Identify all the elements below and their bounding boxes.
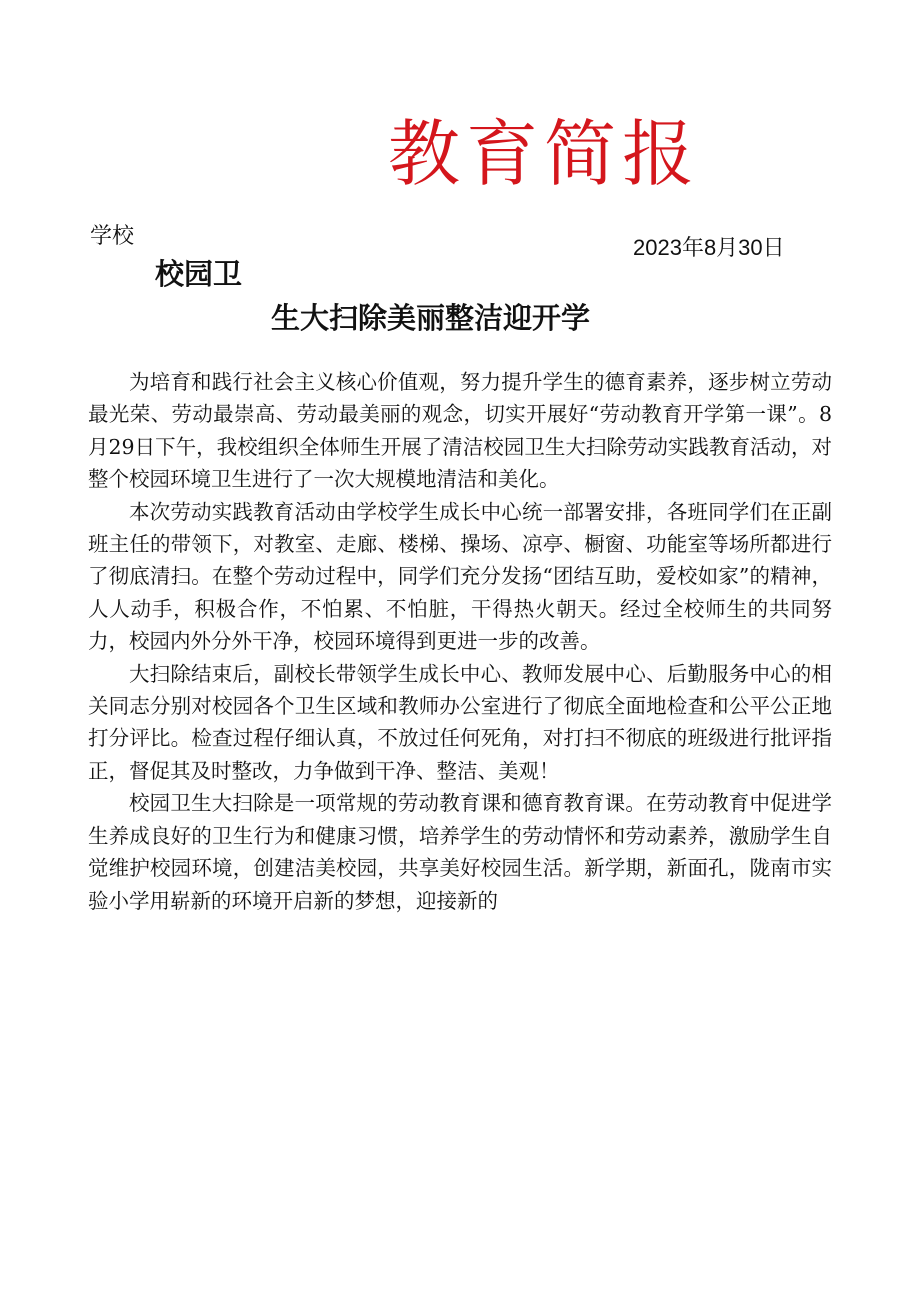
article-paragraph: 本次劳动实践教育活动由学校学生成长中心统一部署安排，各班同学们在正副班主任的带领下，对教室、走廊、楼梯、操场、凉亭、橱窗、功能室等场所都进行了彻底清扫。在整个劳动过程中，同学们充分发扬“团结互助，爱校如家”的精神，人人动手，积极合作，不怕累、不怕脏，干得热火朝天。经过全校师生的共同努力，校园内外分外干净，校园环境得到更进一步的改善。 bbox=[88, 499, 832, 654]
masthead-title: 教育简报 bbox=[388, 112, 701, 196]
article-body bbox=[88, 366, 832, 917]
issue-date: 2023年8月30日 bbox=[633, 235, 785, 260]
article-paragraph: 为培育和践行社会主义核心价值观，努力提升学生的德育素养，逐步树立劳动最光荣、劳动最崇高、劳动最美丽的观念，切实开展好“劳动教育开学第一课”。8月29日下午，我校组织全体师生开展了清洁校园卫生大扫除劳动实践教育活动，对整个校园环境卫生进行了一次大规模地清洁和美化。 bbox=[88, 370, 832, 492]
school-label: 学校 bbox=[90, 224, 135, 249]
article-paragraph: 校园卫生大扫除是一项常规的劳动教育课和德育教育课。在劳动教育中促进学生养成良好的卫生行为和健康习惯，培养学生的劳动情怀和劳动素养，激励学生自觉维护校园环境，创建洁美校园，共享美好校园生活。新学期，新面孔，陇南市实验小学用崭新的环境开启新的梦想，迎接新的 bbox=[88, 791, 832, 913]
headline-line-1: 校园卫 bbox=[155, 257, 243, 291]
headline-line-2: 生大扫除美丽整洁迎开学 bbox=[271, 301, 591, 335]
article-paragraph: 大扫除结束后，副校长带领学生成长中心、教师发展中心、后勤服务中心的相关同志分别对校园各个卫生区域和教师办公室进行了彻底全面地检查和公平公正地打分评比。检查过程仔细认真，不放过任何死角，对打扫不彻底的班级进行批评指正，督促其及时整改，力争做到干净、整洁、美观！ bbox=[88, 661, 832, 783]
